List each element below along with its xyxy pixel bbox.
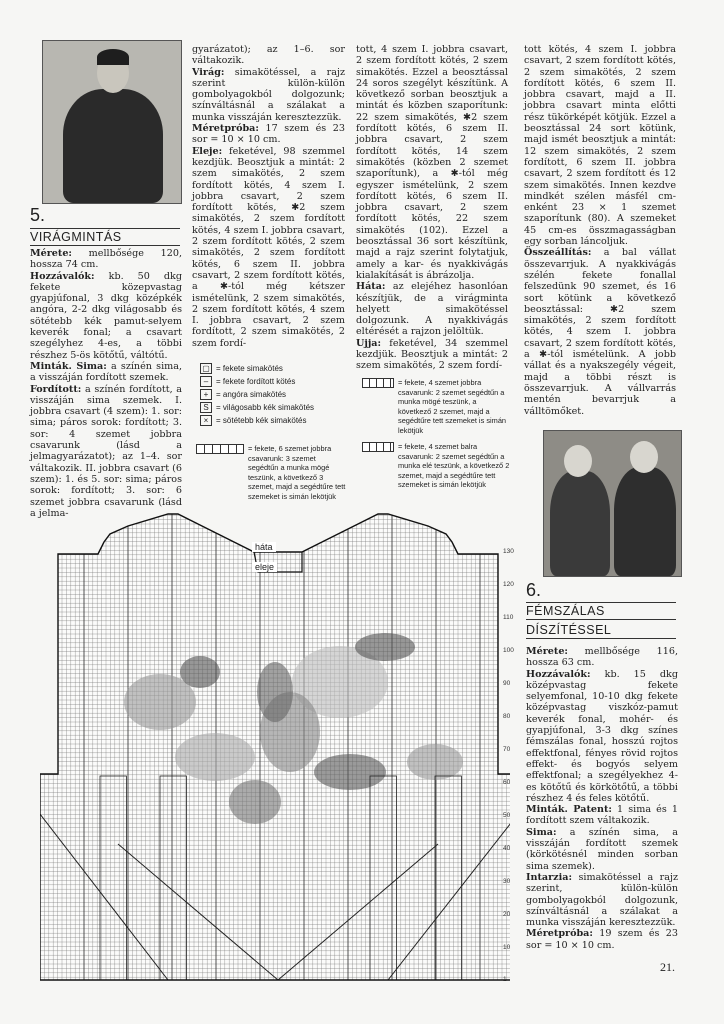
paragraph — [30, 271, 182, 361]
paragraph-text: 1 sima és 1 fordított szem váltakozik. — [526, 804, 678, 827]
section-5-title: VIRÁGMINTÁS — [30, 228, 180, 246]
legend-cable-4a-text: = fekete, 4 szemet jobbra csavarunk: 2 szemet segédtűn a munka mögé teszünk, a következő 2 szemet, majd a segédtűre tett szemeket is simán lekötjük — [398, 378, 507, 435]
row-number: 100 — [503, 647, 514, 654]
paragraph — [356, 338, 508, 372]
section-5-column-4 — [524, 44, 676, 417]
legend-item — [200, 388, 340, 401]
paragraph-heading: Sima: — [526, 826, 557, 838]
section-6-title-line-1: FÉMSZÁLAS — [526, 602, 676, 620]
paragraph-text: kb. 15 dkg középvastag fekete selyemfonal, 10-10 dkg fekete középvastag viszkóz-pamut keverék fonal, mohér- és gyapjúfonal, 3-3 dkg színes fémszálas fonal, hosszú rojtos effektfonal, fényes rövid rojtos effekt- és bogyós selyem effektfonal; a szegélyekhez 4-es kötőtű és körkötőtű, a többi részhez 4 és feles kötőtű. — [526, 668, 678, 804]
paragraph-text: 17 szem és 23 sor = 10 × 10 cm. — [192, 123, 345, 146]
chart-grid — [40, 502, 510, 982]
legend-item — [200, 414, 340, 427]
paragraph-heading: Hozzávalók: — [526, 668, 591, 680]
row-number: 40 — [503, 845, 511, 852]
legend-symbol: ▢ — [200, 363, 212, 374]
paragraph-text: a színén fordított, a visszáján sima szemek. I. jobbra csavart (4 szem): 1. sor: sima; páros sorok: fordított; 3. sor: 4 szemet jobbra csavarunk (lásd a jelmagyarázatot); az 1–4. sor váltakozik. II. jobbra csavart (6 szem): 1. és 5. sor: sima; páros sorok: fordított; 3. sor: 6 szemet jobbra csavarunk (lásd a jelma- — [30, 383, 182, 519]
paragraph — [526, 646, 678, 669]
paragraph-heading: Méretpróba: — [526, 928, 593, 940]
paragraph-heading: Háta: — [356, 281, 386, 293]
row-number: 10 — [503, 944, 511, 951]
section-5-number: 5. — [30, 205, 46, 225]
paragraph-text: az elejéhez hasonlóan készítjük, de a virágminta helyett simakötéssel dolgozunk. A nyakkivágás eltérését a rajzon jelöltük. — [356, 281, 508, 338]
knitting-chart — [40, 502, 510, 982]
row-number: 130 — [503, 548, 514, 555]
paragraph-heading: Eleje: — [192, 145, 223, 157]
paragraph — [30, 384, 182, 520]
paragraph-text: mellbősége 116, hossza 63 cm. — [526, 646, 678, 669]
paragraph-text: a színén sima, a visszáján fordított szemek (körkötésnél minden sorban sima szemek). — [526, 826, 678, 872]
paragraph-heading: Összeállítás: — [524, 247, 592, 259]
paragraph-heading: Virág: — [192, 66, 225, 78]
paragraph-heading: Minták. Patent: — [526, 804, 612, 816]
row-number: 30 — [503, 878, 511, 885]
paragraph — [192, 123, 345, 146]
paragraph-heading: Intarzia: — [526, 871, 573, 883]
paragraph-text: feketével, 34 szemmel kezdjük. Beosztjuk a mintát: 2 szem simakötés, 2 szem fordí- — [356, 337, 508, 372]
paragraph — [192, 67, 345, 123]
section-5-column-2 — [192, 44, 345, 349]
paragraph-text: gyarázatot); az 1–6. sor váltakozik. — [192, 44, 345, 67]
paragraph — [526, 827, 678, 872]
chart-label-back: háta — [252, 542, 276, 552]
paragraph — [526, 669, 678, 805]
legend-label: = sötétebb kék simakötés — [216, 416, 307, 425]
paragraph-heading: Mérete: — [526, 646, 568, 657]
paragraph — [524, 247, 676, 416]
section-6-number: 6. — [526, 580, 542, 600]
row-number: 80 — [503, 713, 511, 720]
row-number: 110 — [503, 614, 514, 621]
legend-cable-4b-text: = fekete, 4 szemet balra csavarunk: 2 szemet segédtűn a munka elé teszünk, a következő 2 szemet, majd a segédtűre tett szemeket is simán lekötjük — [398, 442, 510, 489]
paragraph-text: kb. 50 dkg fekete közepvastag gyapjúfonal, 3 dkg középkék angóra, 2-2 dkg világosabb és sötétebb kék pamut-selyem keverék fonal; a csavart szegélyhez 4-es, a többi részhez 5-ös kötőtű, váltótű. — [30, 270, 182, 361]
legend-item — [200, 362, 340, 375]
model-photo-5 — [42, 40, 182, 204]
paragraph-text: 19 szem és 23 sor = 10 × 10 cm. — [526, 928, 678, 951]
row-number: 90 — [503, 680, 511, 687]
row-number: 70 — [503, 746, 511, 753]
legend-cable-4b — [362, 442, 510, 490]
legend-cable-4a — [362, 378, 510, 435]
section-6-title-line-2: DÍSZÍTÉSSEL — [526, 622, 676, 639]
section-5-column-3 — [356, 44, 508, 372]
paragraph — [526, 872, 678, 928]
paragraph — [526, 804, 678, 827]
paragraph — [524, 44, 676, 247]
paragraph — [356, 281, 508, 337]
paragraph — [192, 44, 345, 67]
model-photo-6 — [543, 430, 682, 577]
legend-label: = fekete fordított kötés — [216, 377, 296, 386]
legend-item — [200, 375, 340, 388]
paragraph — [30, 248, 182, 271]
paragraph — [30, 361, 182, 384]
chart-label-front: eleje — [252, 562, 277, 572]
legend-cable-6-text: = fekete, 6 szemet jobbra csavarunk: 3 szemet segédtűn a munka mögé teszünk, a következő 3 szemet, majd a segédtűre tett szemeket is simán lekötjük — [248, 444, 346, 501]
paragraph-heading: Fordított: — [30, 383, 82, 395]
legend-symbol: S — [200, 402, 212, 413]
paragraph-text: mellbősége 120, hossza 74 cm. — [30, 248, 182, 271]
paragraph-text: tott, 4 szem I. jobbra csavart, 2 szem fordított kötés, 2 szem simakötés. Ezzel a beosztással 24 soros szegélyt készítünk. A következő sorban beosztjuk a mintát és közben szaporítunk: 22 szem simakötés, ✱2 szem fordított kötés, 6 szem II. jobbra csavart, 2 szem fordított kötés, 14 szem simakötés (közben 2 szemet szaporítunk), a ✱-tól még egyszer ismételünk, 2 szem fordított kötés, 6 szem II. jobbra csavart, 2 szem fordított kötés, 22 szem simakötés (102). Ezzel a beosztással 36 sort készítünk, majd a rajz szerint folytatjuk, amely a kar- és nyakkivágás kialakítását is ábrázolja. — [356, 44, 508, 281]
legend-label: = fekete simakötés — [216, 364, 283, 373]
row-number: 20 — [503, 911, 511, 918]
paragraph-heading: Mérete: — [30, 248, 72, 259]
legend-symbol: + — [200, 389, 212, 400]
legend-label: = angóra simakötés — [216, 390, 287, 399]
row-number: 60 — [503, 779, 511, 786]
paragraph-text: tott kötés, 4 szem I. jobbra csavart, 2 szem fordított kötés, 2 szem simakötés, 2 szem fordított kötés, 6 szem II. jobbra csavart, majd a II. jobbra csavart minta előtti rész tükörképét kötjük. Ezzel a beosztással 24 sort kötünk, majd ismét beosztjuk a mintát: 12 szem simakötés, 2 szem fordított, 6 szem II. jobbra csavart, 2 szem fordított és 12 szem simakötés. Innen kezdve mindkét szélen másfél cm-enként 23 × 1 szemet szaporítunk (80). A szemeket 45 cm-es összmagasságban egy sorban láncoljuk. — [524, 44, 676, 248]
paragraph-text: simakötéssel, a rajz szerint külön-külön gombolyagokból dolgozunk; színváltásnál a szálakat a munka visszáján keresztezzük. — [192, 66, 345, 123]
paragraph-text: feketével, 98 szemmel kezdjük. Beosztjuk a mintát: 2 szem simakötés, 2 szem fordított kötés, 4 szem I. jobbra csavart, 2 szem fordított kötés, ✱2 szem simakötés, 2 szem fordított kötés, 4 szem I. jobbra csavart, 2 szem fordított kötés, 2 szem simakötés, 2 szem fordított kötés, 6 szem II. jobbra csavart, 2 szem fordított kötés, a ✱-tól még kétszer ismételünk, 2 szem simakötés, 2 szem fordított kötés, 4 szem I. jobbra csavart, 2 szem fordított, 2 szem simakötés, 2 szem fordí- — [192, 145, 345, 349]
paragraph-heading: Méretpróba: — [192, 123, 259, 135]
paragraph-heading: Hozzávalók: — [30, 270, 95, 282]
legend-label: = világosabb kék simakötés — [216, 403, 315, 412]
legend-cable-6 — [196, 444, 348, 501]
paragraph-text: a színén sima, a visszáján fordított szemek. — [30, 360, 182, 384]
chart-legend — [200, 362, 340, 427]
row-number: 120 — [503, 581, 514, 588]
section-6-body — [526, 646, 678, 951]
legend-item — [200, 401, 340, 414]
legend-symbol: – — [200, 376, 212, 387]
page-number: 21. — [660, 960, 675, 974]
legend-symbol: × — [200, 415, 212, 426]
paragraph-text: a bal vállat összevarrjuk. A nyakkivágás szélén fekete fonallal felszedünk 90 szemet, és 16 sort kötünk a következő beosztással: ✱2 szem simakötés, 2 szem fordított kötés, 4 szem I. jobbra csavart, 2 szem fordított kötés, a ✱-tól ismételünk. A jobb vállat és a nyakszegély végeit, majd a többi részt is összevarrjuk. A vállvarrás mentén bevarrjuk a válltömőket. — [524, 247, 676, 417]
paragraph — [356, 44, 508, 281]
paragraph-heading: Minták. Sima: — [30, 360, 107, 372]
row-number: 50 — [503, 812, 511, 819]
row-number: 1 — [503, 976, 507, 983]
paragraph-text: simakötéssel a rajz szerint, külön-külön gombolyagokból dolgozunk, színváltásnál a szálakat a munka visszáján keresztezzük. — [526, 871, 678, 929]
paragraph — [526, 928, 678, 951]
section-5-column-1 — [30, 248, 182, 519]
paragraph-heading: Ujja: — [356, 337, 382, 349]
paragraph — [192, 146, 345, 349]
